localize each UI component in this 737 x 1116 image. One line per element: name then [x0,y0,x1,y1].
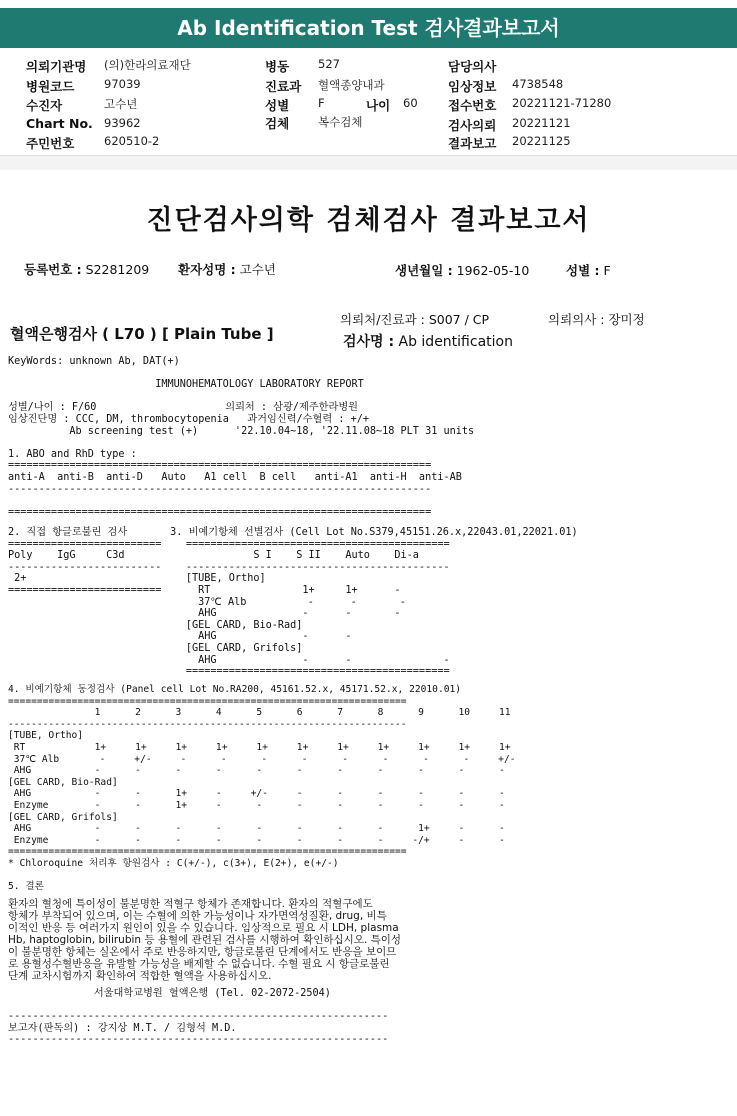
sex-value: F [318,96,325,110]
clinical-label: 임상정보 [448,79,497,94]
inst-value: (의)한라의료재단 [104,58,191,72]
age-value: 60 [403,96,418,110]
reg-number: 등록번호 : S2281209 [24,262,150,277]
report-title: 진단검사의학 검체검사 결과보고서 [146,205,591,236]
request-value: 20221121 [512,116,571,130]
age-label: 나이 [366,98,391,113]
conclusion-line-1: 환자의 혈청에 특이성이 불분명한 적혈구 항체가 존재합니다. 환자의 적혈구에도 [8,898,373,910]
patient-name: 환자성명 : 고수년 [178,262,276,277]
signature-block: 서울대학교병원 혈액은행 (Tel. 02-2072-2504) -------------------------------------------------------------- 보고자(판독의) : 강지상 M.T. / 김형석 M.D. -------------------------------------------------------------- [8,988,389,1046]
specimen-label: 검체 [265,116,290,131]
lab-report-block-2: 2. 직접 항글로불린 검사 3. 비예기항체 선별검사 (Cell Lot No.S379,45151.26.x,22043.01,22021.01) ========================= =========================================== Poly IgG C3d S I S II Auto Di-a ------------------------- ------------------------------------------- 2+ [TUBE, Ortho] ========================= RT 1+ 1+ - 37℃ Alb - - - AHG - - - [GEL CARD, Bio-Rad] AHG - - [GEL CARD, Grifols] AHG - - - =========================================== [8,527,578,678]
inst-row [26,57,86,75]
requester: 의뢰처/진료과 : S007 / CP [340,312,490,327]
chart-value: 93962 [104,116,141,130]
hospcode-value: 97039 [104,77,141,91]
conclusion-line-7: 단계 교차시험까지 확인하여 적합한 혈액을 사용하십시오. [8,970,272,982]
conclusion-line-4: Hb, haptoglobin, bilirubin 등 용혈에 관련된 검사를 시행하여 확인하십시오. 특이성 [8,934,402,946]
sex-label: 성별 [265,98,290,113]
requesting-doctor: 의뢰의사 : 장미정 [548,312,645,327]
inst-label: 의뢰기관명 [26,59,87,74]
report-banner [0,8,737,48]
chart-label: Chart No. [26,116,93,131]
test-name: 검사명 : Ab identification [343,334,513,350]
report-label: 결과보고 [448,136,497,151]
request-label: 검사의뢰 [448,118,497,133]
birth-date: 생년월일 : 1962-05-10 [395,263,530,278]
recipient-label: 수진자 [26,98,63,113]
ward-label: 병동 [265,59,290,74]
doctor-label: 담당의사 [448,59,497,74]
conclusion-line-6: 로 용혈성수혈반응을 유발할 가능성을 배제할 수 없습니다. 수혈 필요 시 항글로불린 [8,958,390,970]
conclusion-line-2: 항체가 부착되어 있으며, 이는 수혈에 의한 가능성이나 자가면역성질환, drug, 비특 [8,910,387,922]
specimen-value: 복수검체 [318,115,363,129]
ward-value: 527 [318,57,340,71]
conclusion-line-3: 이적인 반응 등 여러가지 원인이 있을 수 있습니다. 임상적으로 필요 시 LDH, plasma [8,922,399,934]
recipient-value: 고수년 [104,97,138,111]
header-divider [0,155,737,170]
lab-report-block-3: 4. 비예기항체 동정검사 (Panel cell Lot No.RA200, 45161.52.x, 45171.52.x, 22010.01) ===================================================================== 1 2 3 4 5 6 7 8 9 10 11 --------------------------------------------------------------------- [TUBE, Ortho] RT 1+ 1+ 1+ 1+ 1+ 1+ 1+ 1+ 1+ 1+ 1+ 37℃ Alb - +/- - - - - - - - - +/- AHG - - - - - - - - - - - [GEL CARD, Bio-Rad] AHG - - 1+ - +/- - - - - - - Enzyme - - 1+ - - - - - - - - [GEL CARD, Grifols] AHG - - - - - - - - 1+ - - Enzyme - - - - - - - - -/+ - - ===================================================================== * Chloroquine 처리후 항원검사 : C(+/-), c(3+), E(2+), e(+/-) 5. 결론 [8,684,516,893]
dept-label: 진료과 [265,79,302,94]
report-value: 20221125 [512,134,571,148]
rrn-value: 620510-2 [104,134,160,148]
dept-value: 혈액종양내과 [318,78,385,92]
conclusion-line-5: 이 불분명한 항체는 실온에서 주로 반응하지만, 항글로불린 단계에서도 반응을 보이므 [8,946,397,958]
clinical-value: 4738548 [512,77,564,91]
banner-title: Ab Identification Test 검사결과보고서 [177,16,560,40]
header-info [0,50,737,155]
rrn-label: 주민번호 [26,136,75,151]
patient-sex: 성별 : F [566,263,611,278]
hospcode-label: 병원코드 [26,79,75,94]
receipt-label: 접수번호 [448,98,497,113]
receipt-value: 20221121-71280 [512,96,612,110]
lab-report-block-1: KeyWords: unknown Ab, DAT(+) IMMUNOHEMATOLOGY LABORATORY REPORT 성별/나이 : F/60 의뢰처 : 삼광/제주한라병원 임상진단명 : CCC, DM, thrombocytopenia 과거임신력/수혈력 : +/+ Ab screening test (+) '22.10.04~18, '22.11.08~18 PLT 31 units 1. ABO and RhD type : ===================================================================== anti-A anti-B anti-D Auto A1 cell B cell anti-A1 anti-H anti-AB --------------------------------------------------------------------- ===================================================================== [8,356,475,518]
section-title: 혈액은행검사 ( L70 ) [ Plain Tube ] [10,325,274,343]
